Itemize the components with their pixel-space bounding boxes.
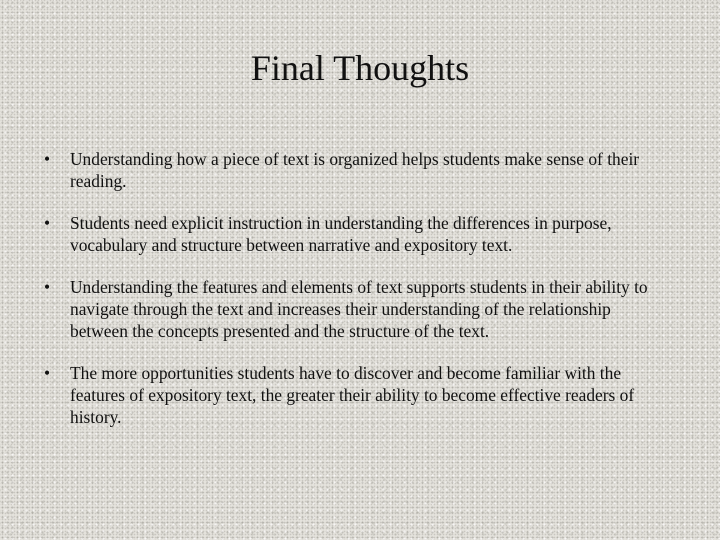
slide-title: Final Thoughts <box>250 48 470 88</box>
bullet-list <box>44 148 664 448</box>
bullet-text: The more opportunities students have to discover and become familiar with the features of expository text, the greater their ability to become effective readers of history. <box>70 363 635 427</box>
bullet-item <box>44 276 664 342</box>
bullet-item <box>44 148 664 192</box>
bullet-dot-icon: • <box>44 363 51 383</box>
bullet-dot-icon: • <box>44 277 51 297</box>
bullet-text: Students need explicit instruction in understanding the differences in purpose, vocabulary and structure between narrative and expository text. <box>70 213 612 255</box>
bullet-dot-icon: • <box>44 213 51 233</box>
bullet-text: Understanding how a piece of text is organized helps students make sense of their reading. <box>70 149 640 191</box>
bullet-text: Understanding the features and elements of text supports students in their ability to navigate through the text and increases their understanding of the relationship between the concepts presented and the structure of the text. <box>70 277 648 341</box>
bullet-dot-icon: • <box>44 149 51 169</box>
bullet-item <box>44 212 664 256</box>
bullet-item <box>44 362 664 428</box>
